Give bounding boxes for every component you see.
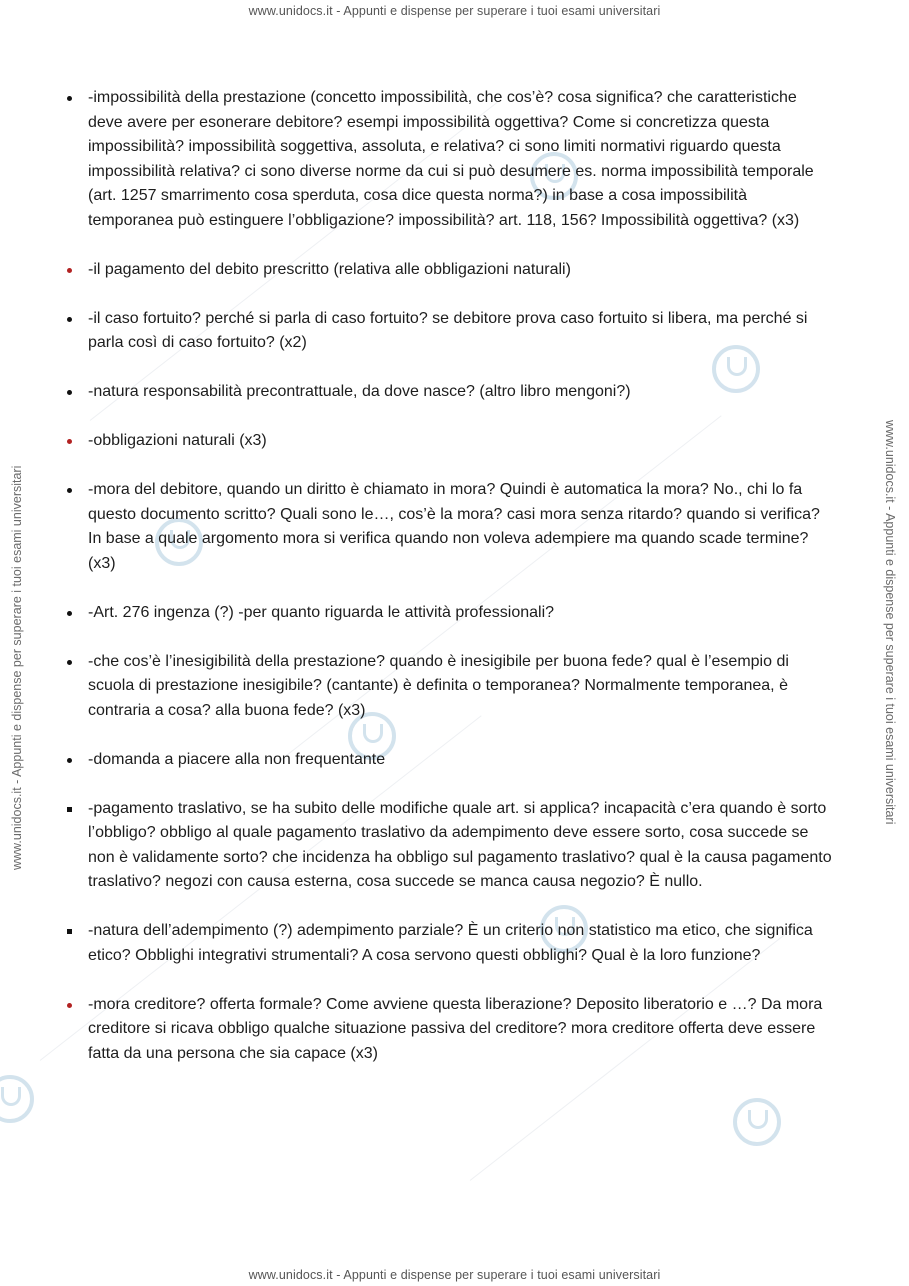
watermark-logo-icon — [733, 1098, 781, 1146]
list-item — [63, 478, 833, 576]
bullet-icon — [67, 660, 72, 665]
bullet-icon — [67, 390, 72, 395]
item-text: -che cos’è l’inesigibilità della prestazione? quando è inesigibile per buona fede? qual è l’esempio di scuola di prestazione inesigibile? (cantante) è definita o temporanea? Normalmente temporanea, è contraria a cosa? alla buona fede? (x3) — [88, 652, 789, 719]
watermark-logo-icon — [0, 1075, 34, 1123]
item-text: -mora del debitore, quando un diritto è chiamato in mora? Quindi è automatica la mora? No., chi lo fa questo documento scritto? Quali sono le…, cos’è la mora? casi mora senza ritardo? quando si verifica? In base a quale argomento mora si verifica quando non voleva adempiere ma quando scade termine? (x3) — [88, 481, 820, 572]
item-text: -pagamento traslativo, se ha subito delle modifiche quale art. si applica? incapacità c’era quando è sorto l’obbligo? obbligo al quale pagamento traslativo da adempimento deve essere sorto, cosa succede se non è validamente sorto? che incidenza ha obbligo sul pagamento traslativo? qual è la causa pagamento traslativo? negozi con causa esterna, cosa succede se manca causa negozio? È nullo. — [88, 799, 832, 890]
side-watermark-right: www.unidocs.it - Appunti e dispense per superare i tuoi esami universitari — [883, 420, 897, 825]
list-item — [63, 993, 833, 1067]
bullet-icon — [67, 611, 72, 616]
item-text: -domanda a piacere alla non frequentante — [88, 750, 386, 768]
bullet-icon — [67, 1003, 72, 1008]
list-item — [63, 919, 833, 968]
bullet-icon — [67, 758, 72, 763]
bullet-icon — [67, 439, 72, 444]
list-item — [63, 86, 833, 233]
list-item — [63, 650, 833, 724]
item-text: -Art. 276 ingenza (?) -per quanto riguarda le attività professionali? — [88, 603, 555, 621]
bullet-icon — [67, 96, 72, 101]
list-item — [63, 380, 833, 405]
item-text: -natura responsabilità precontrattuale, da dove nasce? (altro libro mengoni?) — [88, 383, 631, 400]
item-text: -impossibilità della prestazione (concetto impossibilità, che cos’è? cosa significa? che caratteristiche deve avere per esonerare debitore? esempi impossibilità oggettiva? Come si concretizza questa impossibilità? impossibilità soggettiva, assoluta, e relativa? ci sono limiti normativi riguardo questa impossibilità relativa? ci sono diverse norme da cui si può desumere es. norma impossibilità temporale (art. 1257 smarrimento cosa sperduta, cosa dice questa norma?) in base a cosa impossibilità temporanea può estinguere l’obbligazione? impossibilità? art. 118, 156? Impossibilità oggettiva? (x3) — [88, 89, 814, 229]
item-text: -il caso fortuito? perché si parla di caso fortuito? se debitore prova caso fortuito si libera, ma perché si parla così di caso fortuito? (x2) — [88, 309, 808, 351]
side-watermark-left: www.unidocs.it - Appunti e dispense per superare i tuoi esami universitari — [10, 465, 24, 870]
question-list — [63, 86, 833, 1091]
footer-watermark-text: www.unidocs.it - Appunti e dispense per superare i tuoi esami universitari — [248, 1268, 661, 1282]
header-watermark-text: www.unidocs.it - Appunti e dispense per superare i tuoi esami universitari — [248, 4, 661, 18]
list-item — [63, 601, 833, 626]
item-text: -natura dell’adempimento (?) adempimento parziale? È un criterio non statistico ma etico, che significa etico? Obblighi integrativi strumentali? A cosa servono questi obblighi? Qual è la loro funzione? — [88, 922, 813, 964]
item-text: -mora creditore? offerta formale? Come avviene questa liberazione? Deposito liberatorio e …? Da mora creditore si ricava obbligo qualche situazione passiva del creditore? mora creditore offerta deve essere fatta da una persona che sia capace (x3) — [88, 995, 823, 1062]
item-text: -il pagamento del debito prescritto (relativa alle obbligazioni naturali) — [88, 260, 571, 278]
list-item — [63, 307, 833, 356]
list-item — [63, 258, 833, 283]
bullet-icon — [67, 488, 72, 493]
bullet-icon — [67, 268, 72, 273]
bullet-icon — [67, 929, 72, 934]
bullet-icon — [67, 807, 72, 812]
list-item — [63, 797, 833, 895]
bullet-icon — [67, 317, 72, 322]
list-item — [63, 429, 833, 454]
list-item — [63, 748, 833, 773]
item-text: -obbligazioni naturali (x3) — [88, 432, 267, 449]
